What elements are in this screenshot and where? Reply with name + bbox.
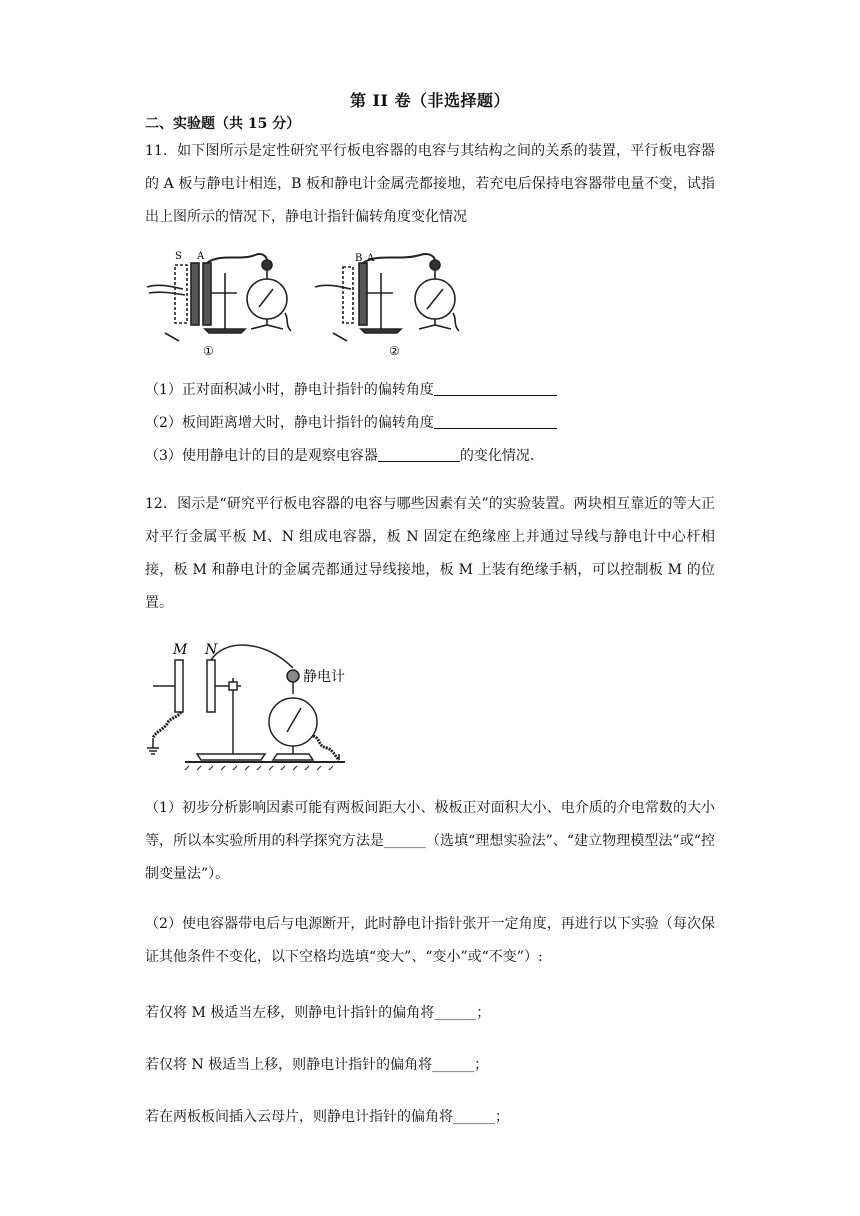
section-heading: 二、实验题（共 15 分） xyxy=(145,116,301,132)
panel-1-label-s: S xyxy=(175,251,182,262)
answer-blank xyxy=(434,381,557,396)
question-11-stem: 11．如下图所示是定性研究平行板电容器的电容与其结构之间的关系的装置，平行板电容器的 A 板与静电计相连，B 板和静电计金属壳都接地，若充电后保持电容器带电量不变，试指出上图所示的情况下，静电计指针偏转角度变化情况 xyxy=(145,143,715,225)
plate-m-label: M xyxy=(173,642,188,658)
electrometer-label: 静电计 xyxy=(303,669,345,685)
panel-1-apparatus xyxy=(147,254,291,341)
question-12-sub-1: （1）初步分析影响因素可能有两板间距大小、极板正对面积大小、电介质的介电常数的大小等，所以本实验所用的科学探究方法是______（选填“理想实验法”、“建立物理模型法”或“控制变量法”）。 xyxy=(145,800,715,882)
answer-blank xyxy=(378,447,460,462)
question-12-line-c: 若在两板板间插入云母片，则静电计指针的偏角将______； xyxy=(145,1109,509,1125)
panel-2-apparatus xyxy=(315,254,459,341)
panel-2-label-a: A xyxy=(367,253,375,264)
panel-1-number: ① xyxy=(203,344,214,358)
electrometer-figure-12 xyxy=(145,638,375,773)
panel-1-label-a: A xyxy=(197,251,205,262)
panel-2-label-b: B xyxy=(355,253,363,264)
question-11-sub-3-text-a: （3）使用静电计的目的是观察电容器 xyxy=(145,448,378,464)
plate-n-label: N xyxy=(205,642,218,658)
question-11-sub-2-text: （2）板间距离增大时，静电计指针的偏转角度 xyxy=(145,415,434,431)
question-12-sub-2: （2）使电容器带电后与电源断开，此时静电计指针张开一定角度，再进行以下实验（每次保证其他条件不变化，以下空格均选填“变大”、“变小”或“不变”）: xyxy=(145,916,715,965)
question-12-line-b: 若仅将 N 极适当上移，则静电计指针的偏角将______； xyxy=(145,1057,489,1073)
answer-blank xyxy=(434,414,557,429)
question-11-sub-3 xyxy=(145,445,544,465)
section-title: 第 II 卷（非选择题） xyxy=(349,91,511,110)
electrometer-figure-11 xyxy=(145,243,480,360)
question-11-sub-3-text-b: 的变化情况． xyxy=(459,448,544,464)
question-12-line-a: 若仅将 M 极适当左移，则静电计指针的偏角将______； xyxy=(145,1005,491,1021)
panel-2-number: ② xyxy=(389,344,400,358)
question-12-stem: 12．图示是“研究平行板电容器的电容与哪些因素有关”的实验装置。两块相互靠近的等大正对平行金属平板 M、N 组成电容器，板 N 固定在绝缘座上并通过导线与静电计中心杆相接，板 M 和静电计的金属壳都通过导线接地，板 M 上装有绝缘手柄，可以控制板 M 的位置。 xyxy=(145,496,715,611)
question-11-sub-2 xyxy=(145,412,557,432)
question-11-sub-1-text: （1）正对面积减小时，静电计指针的偏转角度 xyxy=(145,382,434,398)
question-11-sub-1 xyxy=(145,379,557,399)
